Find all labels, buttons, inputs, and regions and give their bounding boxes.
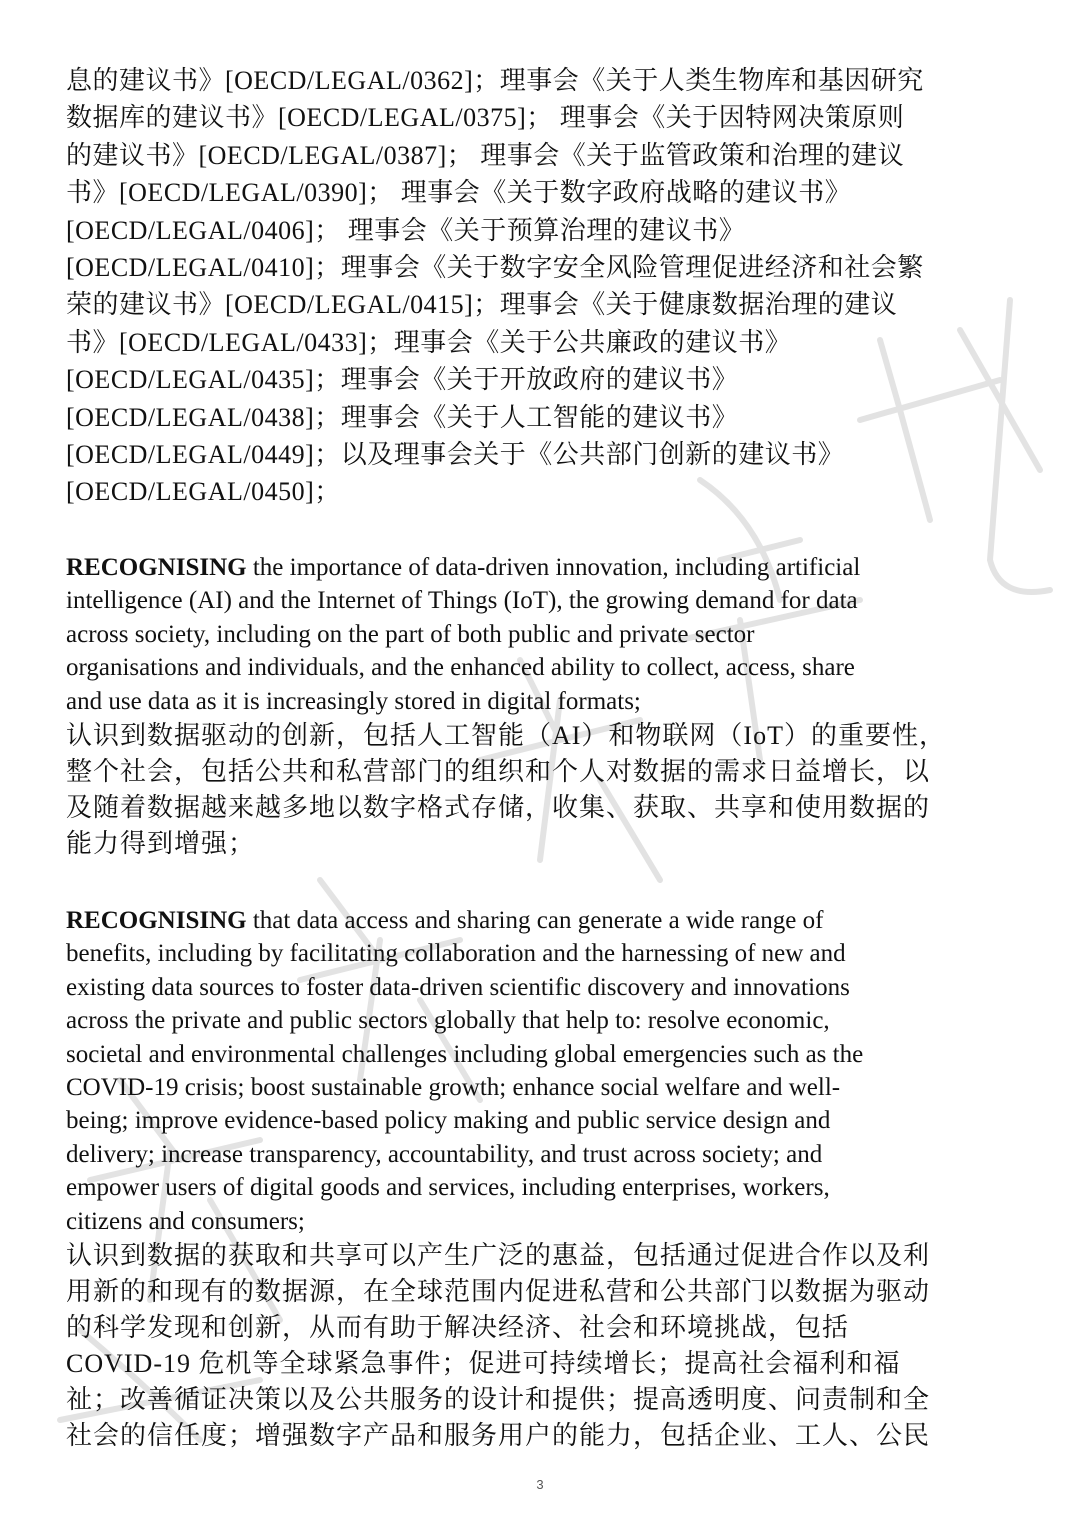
document-body (66, 62, 1001, 1454)
text-line: intelligence (AI) and the Internet of Things (IoT), the growing demand for data (66, 587, 858, 615)
recognising-keyword: RECOGNISING (66, 553, 247, 581)
recognising-paragraph-2 (66, 904, 1001, 1238)
text-line: 整个社会，包括公共和私营部门的组织和个人对数据的需求日益增长，以 (66, 756, 931, 786)
text-line: COVID-19 crisis; boost sustainable growth; enhance social welfare and well- (66, 1073, 841, 1101)
text-line: across the private and public sectors globally that help to: resolve economic, (66, 1007, 830, 1035)
recognising-paragraph-1 (66, 551, 1001, 718)
text-line: 用新的和现有的数据源，在全球范围内促进私营和公共部门以数据为驱动 (66, 1276, 931, 1306)
text-line: 的科学发现和创新，从而有助于解决经济、社会和环境挑战，包括 (66, 1312, 850, 1342)
text-line: organisations and individuals, and the enhanced ability to collect, access, share (66, 654, 855, 682)
text-line: existing data sources to foster data-driven scientific discovery and innovations (66, 973, 850, 1001)
recognising-keyword: RECOGNISING (66, 906, 247, 934)
text-line: 书》[OECD/LEGAL/0390]； 理事会《关于数字政府战略的建议书》 (66, 178, 852, 208)
text-line: benefits, including by facilitating collaboration and the harnessing of new and (66, 940, 846, 968)
text-line: across society, including on the part of both public and private sector (66, 620, 755, 648)
text-line: 息的建议书》[OECD/LEGAL/0362]；理事会《关于人类生物库和基因研究 (66, 66, 924, 95)
page-number: 3 (536, 1477, 544, 1492)
text-line: 数据库的建议书》[OECD/LEGAL/0375]； 理事会《关于因特网决策原则 (66, 103, 905, 133)
text-line: COVID-19 危机等全球紧急事件；促进可持续增长；提高社会福利和福 (66, 1348, 901, 1378)
legal-references-block (66, 62, 1001, 511)
text-line: 荣的建议书》[OECD/LEGAL/0415]；理事会《关于健康数据治理的建议 (66, 290, 898, 320)
recognising-translation-2 (66, 1238, 1001, 1454)
text-line: 认识到数据驱动的创新，包括人工智能（AI）和物联网（IoT）的重要性， (66, 720, 946, 750)
text-line: 及随着数据越来越多地以数字格式存储，收集、获取、共享和使用数据的 (66, 792, 931, 822)
text-line: societal and environmental challenges including global emergencies such as the (66, 1040, 864, 1068)
text-line: and use data as it is increasingly stored in digital formats; (66, 687, 641, 715)
text-line: [OECD/LEGAL/0406]； 理事会《关于预算治理的建议书》 (66, 215, 746, 245)
text-fragment: that data access and sharing can generate a wide range of (246, 906, 824, 934)
text-line: [OECD/LEGAL/0449]；以及理事会关于《公共部门创新的建议书》 (66, 440, 845, 470)
text-line (66, 551, 1001, 584)
text-line: being; improve evidence-based policy making and public service design and (66, 1107, 831, 1135)
text-fragment: the importance of data-driven innovation, including artificial (246, 553, 861, 581)
text-line: [OECD/LEGAL/0450]； (66, 477, 341, 507)
text-line: [OECD/LEGAL/0438]；理事会《关于人工智能的建议书》 (66, 402, 739, 432)
text-line: [OECD/LEGAL/0410]；理事会《关于数字安全风险管理促进经济和社会繁 (66, 253, 924, 283)
text-line: 祉；改善循证决策以及公共服务的设计和提供；提高透明度、问责制和全 (66, 1384, 931, 1414)
text-line: citizens and consumers; (66, 1207, 305, 1235)
recognising-translation-1 (66, 718, 1001, 862)
text-line: delivery; increase transparency, accountability, and trust across society; and (66, 1140, 823, 1168)
text-line: 能力得到增强； (66, 828, 256, 858)
text-line: 的建议书》[OECD/LEGAL/0387]； 理事会《关于监管政策和治理的建议 (66, 140, 905, 170)
text-line: 社会的信任度；增强数字产品和服务用户的能力，包括企业、工人、公民 (66, 1420, 931, 1450)
text-line (66, 904, 1001, 937)
text-line: 认识到数据的获取和共享可以产生广泛的惠益，包括通过促进合作以及利 (66, 1240, 931, 1270)
text-line: empower users of digital goods and services, including enterprises, workers, (66, 1174, 830, 1202)
text-line: 书》[OECD/LEGAL/0433]；理事会《关于公共廉政的建议书》 (66, 327, 792, 357)
text-line: [OECD/LEGAL/0435]；理事会《关于开放政府的建议书》 (66, 365, 739, 395)
